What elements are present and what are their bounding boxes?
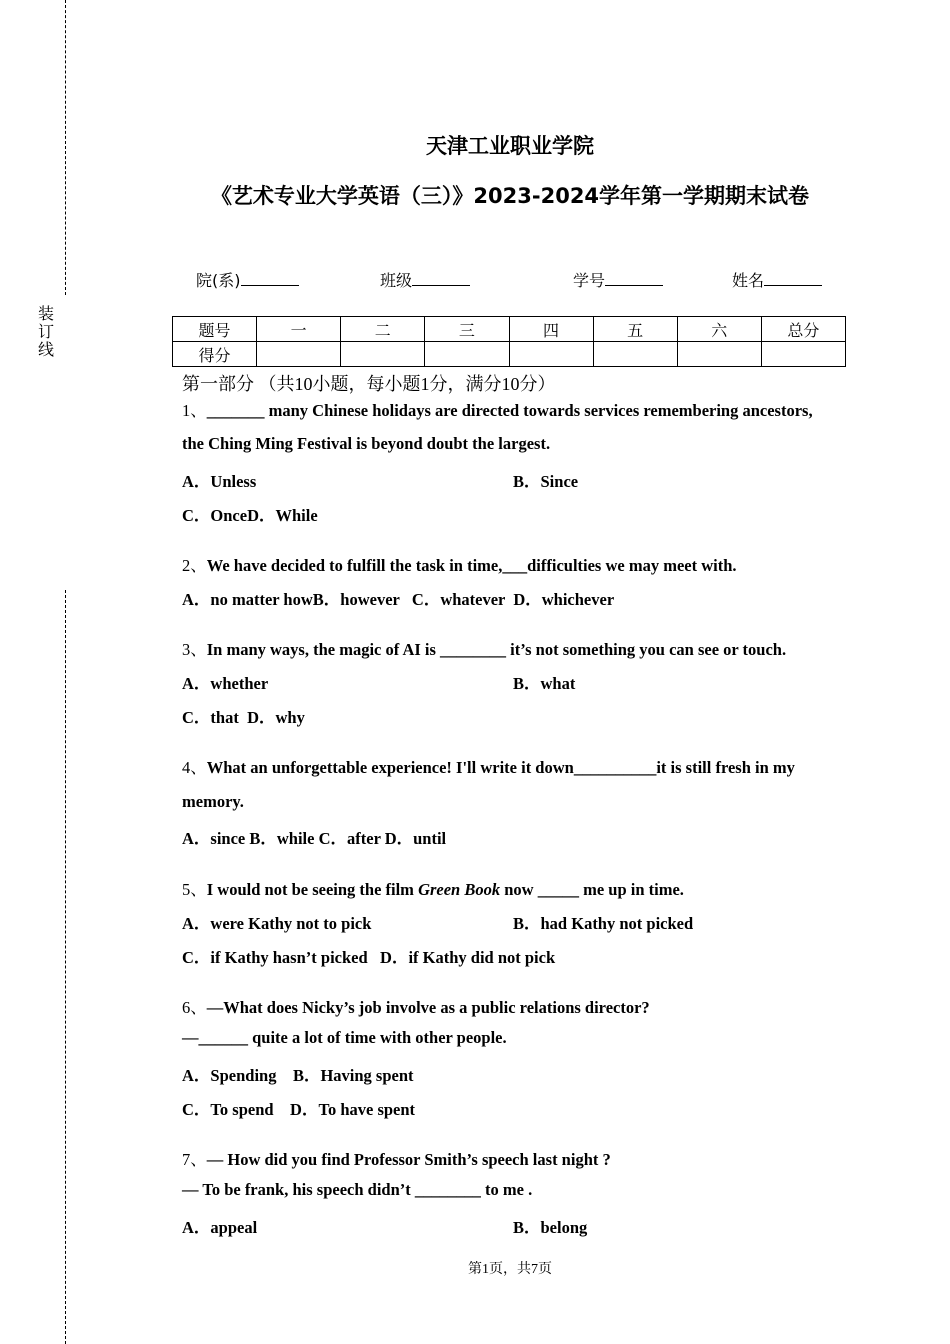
option-a[interactable]: A．Unless — [182, 472, 257, 491]
question-text: We have decided to fulfill the task in time,___difficulties we may meet with. — [206, 556, 737, 575]
question-text: In many ways, the magic of AI is ________ it’s not something you can see or touch. — [206, 640, 787, 659]
question-number: 2、 — [182, 556, 207, 575]
score-table — [172, 316, 846, 367]
score-cell[interactable] — [425, 342, 509, 367]
question-number: 4、 — [182, 758, 207, 777]
option-cd[interactable]: C．that D．why — [182, 708, 305, 727]
option-b[interactable]: B．Since — [513, 472, 579, 491]
score-cell[interactable] — [257, 342, 341, 367]
question-text-pre: I would not be seeing the film — [206, 880, 419, 899]
name-label: 姓名 — [732, 271, 765, 290]
question-number: 6、 — [182, 998, 207, 1017]
question-6 — [182, 994, 650, 1018]
row-header-score: 得分 — [173, 342, 257, 367]
name-field[interactable] — [732, 268, 822, 291]
id-blank[interactable] — [605, 271, 663, 286]
dept-label: 院(系) — [196, 271, 241, 290]
option-cd[interactable]: C．if Kathy hasn’t picked D．if Kathy did not pick — [182, 948, 556, 967]
binding-label — [38, 305, 54, 359]
question-text: _______ many Chinese holidays are directed towards services remembering ancestors, — [206, 401, 813, 420]
score-cell-total[interactable] — [761, 342, 845, 367]
options-abcd[interactable]: A．since B．while C．after D．until — [182, 829, 447, 848]
option-a[interactable]: A．whether — [182, 674, 269, 693]
question-4-cont: memory. — [182, 792, 244, 811]
question-6-reply: —______ quite a lot of time with other people. — [182, 1028, 507, 1047]
col-header-total: 总分 — [761, 317, 845, 342]
option-a[interactable]: A．were Kathy not to pick — [182, 914, 372, 933]
score-cell[interactable] — [677, 342, 761, 367]
question-number: 3、 — [182, 640, 207, 659]
dept-field[interactable] — [196, 268, 299, 291]
score-cell[interactable] — [509, 342, 593, 367]
binding-dashed-line-bottom — [65, 590, 66, 1344]
id-label: 学号 — [573, 271, 606, 290]
question-text-post: now _____ me up in time. — [500, 880, 684, 899]
binding-char: 订 — [38, 322, 55, 341]
option-ab[interactable]: A．Spending B．Having spent — [182, 1066, 414, 1085]
col-header: 三 — [425, 317, 509, 342]
option-b[interactable]: B．had Kathy not picked — [513, 914, 694, 933]
page-number: 第1页，共7页 — [468, 1262, 552, 1277]
col-header: 五 — [593, 317, 677, 342]
question-text: What an unforgettable experience! I'll write it down__________it is still fresh in my — [206, 758, 795, 777]
question-number: 7、 — [182, 1150, 207, 1169]
score-table-header-row — [173, 317, 846, 342]
question-text: —What does Nicky’s job involve as a public relations director? — [206, 998, 650, 1017]
col-header: 六 — [677, 317, 761, 342]
binding-char: 线 — [38, 340, 55, 359]
question-text: — How did you find Professor Smith’s speech last night ? — [206, 1150, 611, 1169]
score-cell[interactable] — [341, 342, 425, 367]
binding-char: 装 — [38, 304, 55, 323]
option-cd[interactable]: C．OnceD．While — [182, 506, 318, 525]
school-title: 天津工业职业学院 — [426, 134, 594, 158]
class-label: 班级 — [380, 271, 413, 290]
dept-blank[interactable] — [241, 271, 299, 286]
option-cd[interactable]: C．To spend D．To have spent — [182, 1100, 416, 1119]
question-2 — [182, 552, 737, 576]
col-header: 二 — [341, 317, 425, 342]
option-a[interactable]: A．appeal — [182, 1218, 258, 1237]
col-header: 一 — [257, 317, 341, 342]
question-1 — [182, 397, 813, 421]
question-1-cont: the Ching Ming Festival is beyond doubt the largest. — [182, 434, 551, 453]
score-cell[interactable] — [593, 342, 677, 367]
id-field[interactable] — [573, 268, 663, 291]
option-b[interactable]: B．what — [513, 674, 576, 693]
name-blank[interactable] — [764, 271, 822, 286]
question-4 — [182, 754, 795, 778]
question-number: 5、 — [182, 880, 207, 899]
col-header: 四 — [509, 317, 593, 342]
exam-title: 《艺术专业大学英语（三）》2023-2024学年第一学期期末试卷 — [210, 184, 810, 208]
score-table-score-row — [173, 342, 846, 367]
row-header-number: 题号 — [173, 317, 257, 342]
option-b[interactable]: B．belong — [513, 1218, 588, 1237]
class-field[interactable] — [380, 268, 470, 291]
question-7-reply: — To be frank, his speech didn’t ________ to me . — [182, 1180, 533, 1199]
question-7 — [182, 1146, 611, 1170]
options-abcd[interactable]: A．no matter howB．however C．whatever D．whichever — [182, 590, 615, 609]
question-5 — [182, 876, 684, 900]
question-3 — [182, 636, 786, 660]
class-blank[interactable] — [412, 271, 470, 286]
section-heading: 第一部分 （共10小题，每小题1分，满分10分） — [182, 374, 556, 394]
film-title: Green Book — [418, 880, 501, 899]
question-number: 1、 — [182, 401, 207, 420]
